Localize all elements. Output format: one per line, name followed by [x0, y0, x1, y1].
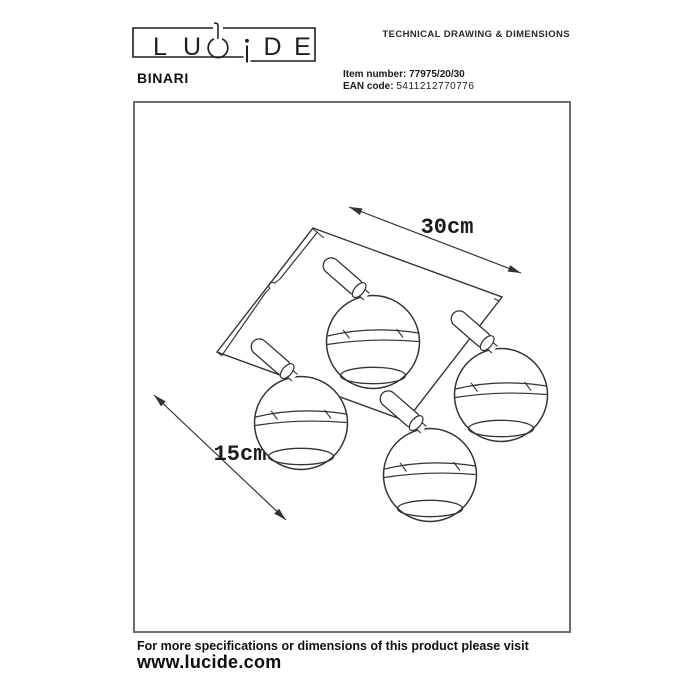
arrowhead-icon — [508, 265, 521, 273]
ean-code-value: 5411212770776 — [396, 81, 475, 92]
logo-letter-c-pendant-icon — [208, 39, 228, 58]
logo-letter-i-dot — [245, 39, 249, 43]
item-number-label: Item number: — [343, 69, 407, 80]
footer-note: For more specifications or dimensions of this product please visit — [137, 639, 529, 653]
item-number-value: 77975/20/30 — [409, 69, 465, 80]
logo-letter-d: D — [263, 33, 282, 61]
width-dimension-label: 30cm — [420, 215, 474, 240]
spot-sphere-bottom — [384, 429, 477, 522]
item-number-row — [343, 69, 465, 80]
header-title: TECHNICAL DRAWING & DIMENSIONS — [382, 29, 570, 40]
website-url[interactable]: www.lucide.com — [137, 652, 282, 672]
ean-code-label: EAN code: — [343, 81, 394, 92]
logo-letter-u: U — [182, 33, 202, 61]
ean-code-row — [343, 81, 474, 92]
logo-letter-l: L — [153, 33, 167, 61]
product-name: BINARI — [137, 70, 189, 86]
spot-sphere-left — [255, 377, 348, 470]
spot-sphere-right — [455, 349, 548, 442]
arrowhead-icon — [349, 207, 362, 215]
depth-dimension-label: 15cm — [213, 442, 267, 467]
logo-pendant-cord-icon — [214, 23, 218, 39]
spot-sphere-top — [327, 296, 420, 389]
logo-letter-e: E — [294, 33, 311, 61]
lucide-logo — [133, 23, 315, 62]
